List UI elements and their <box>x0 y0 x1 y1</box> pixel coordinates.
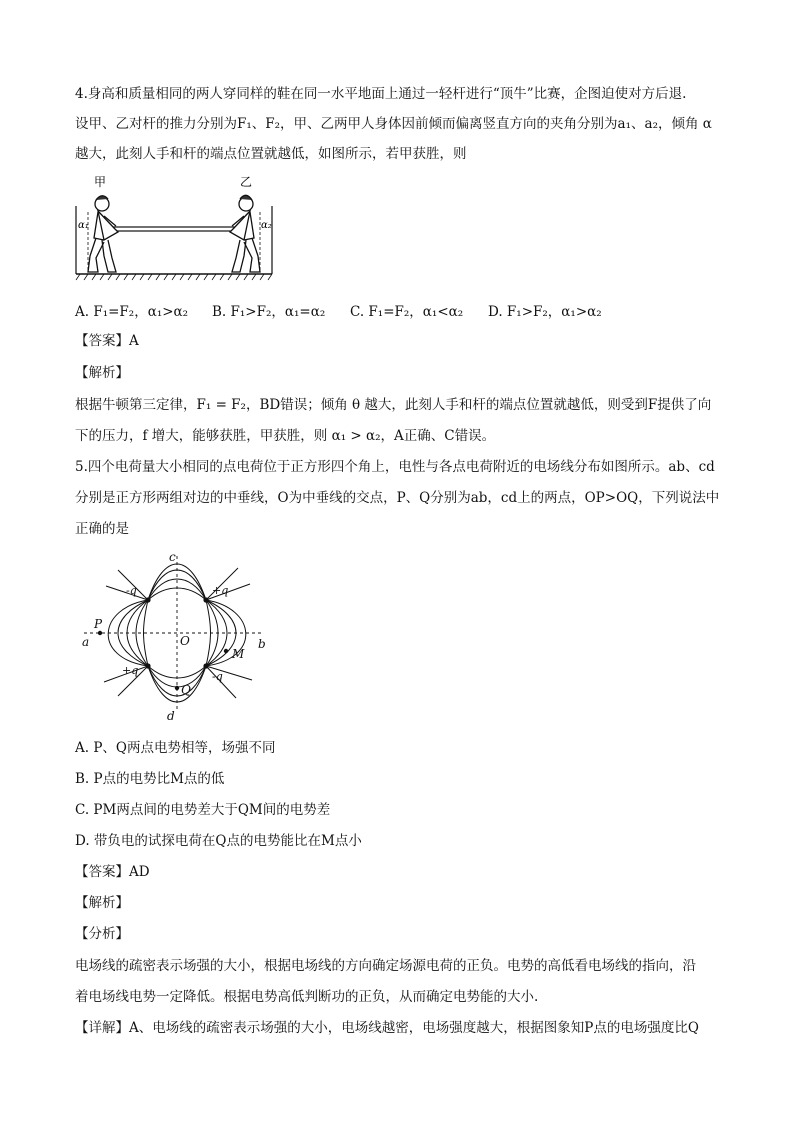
label-p: P <box>94 617 103 631</box>
label-m: M <box>232 647 245 661</box>
q4-option-b: B. F₁>F₂，α₁=α₂ <box>212 304 326 320</box>
q5-analysis-title: 【解析】 <box>75 895 129 911</box>
q4-analysis-line-2: 下的压力，f 增大，能够获胜，甲获胜，则 α₁ > α₂，A正确、C错误。 <box>75 428 496 444</box>
label-d: d <box>167 709 175 723</box>
point-q <box>175 686 179 690</box>
label-alpha1: α₁ <box>78 220 89 231</box>
q5-fenxi-title: 【分析】 <box>75 926 129 942</box>
q4-answer: 【答案】A <box>75 333 139 349</box>
q4-option-a: A. F₁=F₂，α₁>α₂ <box>75 304 189 320</box>
charge-pos-bottom-left <box>145 663 150 668</box>
q5-answer: 【答案】AD <box>75 864 150 880</box>
label-b: b <box>258 637 266 651</box>
q5-option-d: D. 带负电的试探电荷在Q点的电势能比在M点小 <box>75 833 362 849</box>
charge-neg-top-left <box>145 597 150 602</box>
light-rod <box>112 227 236 231</box>
q5-option-c: C. PM两点间的电势差大于QM间的电势差 <box>75 802 331 818</box>
q4-figure-push-rod <box>74 176 274 282</box>
label-alpha2: α₂ <box>261 220 272 231</box>
label-neg-q-top-left: -q <box>126 584 137 597</box>
person-jia <box>88 196 118 272</box>
q5-option-b: B. P点的电势比M点的低 <box>75 771 225 787</box>
q5-figure-electric-field-lines <box>78 548 272 724</box>
charge-pos-top-right <box>203 597 208 602</box>
q5-fenxi-line-2: 着电场线电势一定降低。根据电势高低判断功的正负，从而确定电势能的大小. <box>75 989 539 1005</box>
q4-stem-line-3: 越大，此刻人手和杆的端点位置就越低，如图所示，若甲获胜，则 <box>75 146 467 162</box>
charge-neg-bottom-right <box>203 663 208 668</box>
q5-stem-line-2: 分别是正方形两组对边的中垂线，O为中垂线的交点，P、Q分别为ab，cd上的两点，OP>OQ，下列说法中 <box>75 490 720 506</box>
point-m <box>224 649 228 653</box>
q4-stem-line-2: 设甲、乙对杆的推力分别为F₁、F₂，甲、乙两甲人身体因前倾而偏离竖直方向的夹角分别为a₁、a₂，倾角 α <box>75 116 712 132</box>
q4-analysis-line-1: 根据牛顿第三定律，F₁ = F₂，BD错误；倾角 θ 越大，此刻人手和杆的端点位置就越低，则受到F提供了向 <box>75 397 712 413</box>
person-yi <box>230 195 260 272</box>
q4-option-c: C. F₁=F₂，α₁<α₂ <box>350 304 464 320</box>
q4-stem-line-1: 4.身高和质量相同的两人穿同样的鞋在同一水平地面上通过一轻杆进行“顶牛”比赛，企图迫使对方后退. <box>75 86 687 102</box>
q5-stem-line-1: 5.四个电荷量大小相同的点电荷位于正方形四个角上，电性与各点电荷附近的电场线分布如图所示。ab、cd <box>75 459 715 475</box>
q5-stem-line-3: 正确的是 <box>75 521 129 537</box>
label-jia: 甲 <box>94 176 107 189</box>
label-pos-q-top-right: +q <box>212 584 229 597</box>
label-c: c <box>169 550 176 564</box>
q4-option-d: D. F₁>F₂，α₁>α₂ <box>488 304 602 320</box>
label-pos-q-bottom-left: +q <box>122 664 139 677</box>
label-yi: 乙 <box>240 176 253 189</box>
q4-options <box>75 300 602 320</box>
q5-option-a: A. P、Q两点电势相等，场强不同 <box>75 740 276 756</box>
label-q: Q <box>181 683 191 697</box>
q5-fenxi-line-1: 电场线的疏密表示场强的大小，根据电场线的方向确定场源电荷的正负。电势的高低看电场线的指向，沿 <box>75 958 696 974</box>
q5-detail-line-1: 【详解】A、电场线的疏密表示场强的大小，电场线越密，电场强度越大，根据图象知P点的电场强度比Q <box>75 1020 699 1036</box>
q4-analysis-title: 【解析】 <box>75 365 129 381</box>
label-a: a <box>82 635 90 649</box>
label-o: O <box>180 634 190 648</box>
label-neg-q-bottom-right: -q <box>212 670 223 683</box>
point-p <box>98 631 102 635</box>
